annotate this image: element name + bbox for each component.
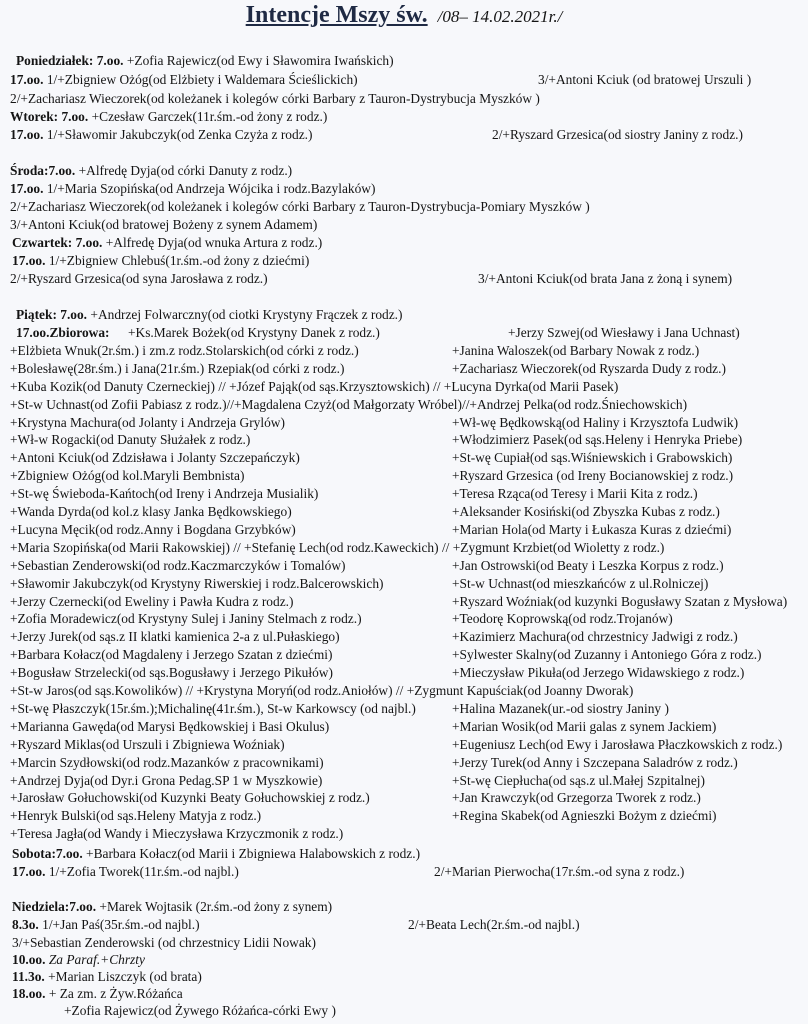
sunday-intention-7: + Za zm. z Żyw.Różańca (48, 986, 183, 1001)
sunday-line-1 (12, 898, 332, 916)
thursday-intention-2: 1/+Zbigniew Chlebuś(1r.śm.-od żony z dziećmi) (48, 253, 310, 268)
friday-intention-right: +Jerzy Turek(od Anny i Szczepana Saladrów z rodz.) (452, 754, 738, 770)
tuesday-line-1 (10, 108, 327, 126)
tuesday-line-2 (10, 126, 312, 144)
sunday-time-10: 10.oo. (12, 952, 46, 967)
sunday-intention-6: +Marian Liszczyk (od brata) (48, 969, 202, 984)
friday-intention-left: +Andrzej Dyja(od Dyr.i Grona Pedag.SP 1 w Myszkowie) (10, 772, 323, 788)
friday-intention-right: +Teodorę Koprowską(od rodz.Trojanów) (452, 611, 673, 627)
friday-intention-left: +Ryszard Miklas(od Urszuli i Zbigniewa Woźniak) (10, 736, 285, 752)
wednesday-header: Środa:7.oo. (10, 163, 76, 178)
friday-intention-left: +Maria Szopińska(od Marii Rakowskiej) // +Stefanię Lech(od rodz.Kaweckich) // +Zygmunt Krzbiet(od Wioletty z rodz.) (10, 539, 665, 555)
sunday-intention-8: +Zofia Rajewicz(od Żywego Różańca-córki Ewy ) (64, 1003, 336, 1018)
friday-header: Piątek: 7.oo. (16, 307, 88, 322)
monday-intention-4: 2/+Zachariasz Wieczorek(od koleżanek i kolegów córki Barbary z Tauron-Dystrybucja Myszków ) (10, 91, 540, 106)
friday-intention-right: +Zachariasz Wieczorek(od Ryszarda Dudy z rodz.) (452, 360, 726, 376)
wednesday-intention-2: 1/+Maria Szopińska(od Andrzeja Wójcika i rodz.Bazylaków) (46, 181, 376, 196)
friday-intention-left: +Krystyna Machura(od Jolanty i Andrzeja Grylów) (10, 414, 285, 430)
friday-intention-left: +Bolesławę(28r.śm.) i Jana(21r.śm.) Rzepiak(od córki z rodz.) (10, 360, 345, 376)
friday-intention-left: +Marianna Gawęda(od Marysi Będkowskiej i Basi Okulus) (10, 718, 330, 734)
friday-intention-right: +Marian Wosik(od Marii galas z synem Jackiem) (452, 718, 717, 734)
monday-time-17: 17.oo. (10, 72, 44, 87)
friday-intention-left: +Sławomir Jakubczyk(od Krystyny Riwerskiej i rodz.Balcerowskich) (10, 575, 384, 591)
friday-intention-left: +St-wę Płaszczyk(15r.śm.);Michalinę(41r.śm.), St-w Karkowscy (od najbl.) (10, 700, 416, 716)
title-bar (0, 2, 808, 29)
sunday-line-6 (12, 968, 202, 986)
wednesday-time-17: 17.oo. (10, 181, 44, 196)
sunday-line-5 (12, 951, 145, 969)
sunday-line-7 (12, 985, 183, 1003)
sunday-time-18: 18.oo. (12, 986, 46, 1001)
friday-intention-left: +Bogusław Strzelecki(od sąs.Bogusławy i Jerzego Pikułów) (10, 665, 333, 681)
friday-intention-right: +Ryszard Woźniak(od kuzynki Bogusławy Szatan z Mysłowa) (452, 593, 788, 609)
saturday-line-2 (12, 863, 239, 881)
sunday-intention-2: 1/+Jan Paś(35r.śm.-od najbl.) (42, 917, 200, 932)
saturday-intention-3: 2/+Marian Pierwocha(17r.śm.-od syna z rodz.) (434, 864, 685, 879)
friday-intention-left: +Sebastian Zenderowski(od rodz.Kaczmarczyków i Tomalów) (10, 557, 346, 573)
tuesday-header: Wtorek: 7.oo. (10, 109, 89, 124)
friday-intention-right: +Janina Waloszek(od Barbary Nowak z rodz.) (452, 342, 700, 358)
friday-intention-left: +Jerzy Jurek(od sąs.z II klatki kamienica 2-a z ul.Pułaskiego) (10, 629, 340, 645)
monday-line-2 (10, 71, 358, 89)
friday-intention-right: +St-w Uchnast(od mieszkańców z ul.Rolniczej) (452, 575, 709, 591)
thursday-intention-4: 3/+Antoni Kciuk(od brata Jana z żoną i synem) (478, 271, 733, 286)
saturday-time-17: 17.oo. (12, 864, 46, 879)
friday-intention-left: +Lucyna Męcik(od rodz.Anny i Bogdana Grzybków) (10, 521, 296, 537)
wednesday-line-2 (10, 180, 375, 198)
thursday-line-2 (12, 252, 309, 270)
sunday-header: Niedziela:7.oo. (12, 899, 97, 914)
monday-line-1 (16, 52, 394, 70)
thursday-line-1 (12, 234, 322, 252)
saturday-intention-1: +Barbara Kołacz(od Marii i Zbigniewa Halabowskich z rodz.) (86, 846, 421, 861)
sunday-intention-5: Za Paraf.+Chrzty (48, 952, 145, 967)
tuesday-intention-2: 1/+Sławomir Jakubczyk(od Zenka Czyża z rodz.) (46, 127, 313, 142)
friday-intention-right: +St-wę Ciepłucha(od sąs.z ul.Małej Szpitalnej) (452, 772, 705, 788)
wednesday-line-1 (10, 162, 292, 180)
friday-intention-right: +Włodzimierz Pasek(od sąs.Heleny i Henryka Priebe) (452, 432, 743, 448)
friday-intention-right: +Marian Hola(od Marty i Łukasza Kuras z dziećmi) (452, 521, 732, 537)
tuesday-time-17: 17.oo. (10, 127, 44, 142)
sunday-time-830: 8.3o. (12, 917, 39, 932)
friday-intention-right: +Ryszard Grzesica (od Ireny Bocianowskiej z rodz.) (452, 468, 734, 484)
monday-intention-2: 1/+Zbigniew Ożóg(od Elżbiety i Waldemara Ścieślickich) (46, 72, 358, 87)
friday-intention-right: +Eugeniusz Lech(od Ewy i Jarosława Płaczkowskich z rodz.) (452, 736, 783, 752)
friday-intention-left: +Antoni Kciuk(od Zdzisława i Jolanty Szczepańczyk) (10, 450, 300, 466)
friday-collective-header: 17.oo.Zbiorowa: (16, 325, 110, 340)
friday-intention-right: +Wł-wę Będkowską(od Haliny i Krzysztofa Ludwik) (452, 414, 739, 430)
friday-intention-left: +Jerzy Czernecki(od Eweliny i Pawła Kudra z rodz.) (10, 593, 294, 609)
monday-intention-1: +Zofia Rajewicz(od Ewy i Sławomira Iwańskich) (126, 53, 394, 68)
friday-intention-left: +St-wę Świeboda-Kańtoch(od Ireny i Andrzeja Musialik) (10, 486, 319, 502)
friday-intention-left: +Henryk Bulski(od sąs.Heleny Matyja z rodz.) (10, 808, 262, 824)
thursday-header: Czwartek: 7.oo. (12, 235, 103, 250)
friday-intention-left: +Jarosław Gołuchowski(od Kuzynki Beaty Gołuchowskiej z rodz.) (10, 790, 370, 806)
thursday-intention-1: +Alfredę Dyja(od wnuka Artura z rodz.) (105, 235, 323, 250)
wednesday-intention-3: 2/+Zachariasz Wieczorek(od koleżanek i kolegów córki Barbary z Tauron-Dystrybucja-Pomiary Myszków ) (10, 199, 590, 214)
friday-intention-right: +Sylwester Skalny(od Zuzanny i Antoniego Góra z rodz.) (452, 647, 762, 663)
friday-intention-left: +Wł-w Rogacki(od Danuty Służałek z rodz.) (10, 432, 251, 448)
friday-intention-right: +Jan Krawczyk(od Grzegorza Tworek z rodz.) (452, 790, 701, 806)
page-title: Intencje Mszy św. (245, 2, 428, 28)
title-date: /08– 14.02.2021r./ (437, 7, 563, 26)
tuesday-intention-3: 2/+Ryszard Grzesica(od siostry Janiny z rodz.) (492, 127, 743, 142)
friday-intention-right: +Halina Mazanek(ur.-od siostry Janiny ) (452, 700, 669, 716)
wednesday-intention-1: +Alfredę Dyja(od córki Danuty z rodz.) (78, 163, 293, 178)
friday-intention-left: +Marcin Szydłowski(od rodz.Mazanków z pracownikami) (10, 754, 324, 770)
thursday-intention-3: 2/+Ryszard Grzesica(od syna Jarosława z rodz.) (10, 271, 268, 286)
friday-intention-left: +Barbara Kołacz(od Magdaleny i Jerzego Szatan z dziećmi) (10, 647, 333, 663)
sunday-intention-3: 2/+Beata Lech(2r.śm.-od najbl.) (408, 917, 580, 932)
sunday-intention-1: +Marek Wojtasik (2r.śm.-od żony z synem) (99, 899, 333, 914)
sunday-time-1130: 11.3o. (12, 969, 45, 984)
friday-intention-right: +Teresa Rząca(od Teresy i Marii Kita z rodz.) (452, 486, 698, 502)
friday-line-1 (16, 306, 403, 324)
friday-intention-left: +Kuba Kozik(od Danuty Czerneckiej) // +Józef Pająk(od sąs.Krzysztowskich) // +Lucyna Dyrka(od Marii Pasek) (10, 378, 619, 394)
monday-header: Poniedziałek: 7.oo. (16, 53, 124, 68)
friday-intention-left: +Zbigniew Ożóg(od kol.Maryli Bembnista) (10, 468, 245, 484)
sunday-intention-4: 3/+Sebastian Zenderowski (od chrzestnicy Lidii Nowak) (12, 935, 316, 950)
monday-intention-3: 3/+Antoni Kciuk (od bratowej Urszuli ) (538, 72, 752, 87)
friday-intention-left: +Ks.Marek Bożek(od Krystyny Danek z rodz.) (128, 325, 380, 340)
saturday-header: Sobota:7.oo. (12, 846, 83, 861)
tuesday-intention-1: +Czesław Garczek(11r.śm.-od żony z rodz.) (91, 109, 328, 124)
friday-intention-left: +St-w Jaros(od sąs.Kowolików) // +Krystyna Moryń(od rodz.Aniołów) // +Zygmunt Kapuściak(od Joanny Dworak) (10, 683, 634, 698)
saturday-intention-2: 1/+Zofia Tworek(11r.śm.-od najbl.) (48, 864, 239, 879)
friday-intention-right: +Jan Ostrowski(od Beaty i Leszka Korpus z rodz.) (452, 557, 724, 573)
friday-intention-right: +Kazimierz Machura(od chrzestnicy Jadwigi z rodz.) (452, 629, 738, 645)
friday-intention-left: +St-w Uchnast(od Zofii Pabiasz z rodz.)//+Magdalena Czyż(od Małgorzaty Wróbel)//+Andrzej Pelka(od rodz.Śniechowskich) (10, 396, 688, 412)
friday-intention-right: +Aleksander Kosiński(od Zbyszka Kubas z rodz.) (452, 504, 720, 519)
wednesday-intention-4: 3/+Antoni Kciuk(od bratowej Bożeny z synem Adamem) (10, 217, 318, 232)
friday-intention-right: +Jerzy Szwej(od Wiesławy i Jana Uchnast) (508, 325, 740, 340)
friday-intention-right: +Mieczysław Pikuła(od Jerzego Widawskiego z rodz.) (452, 665, 745, 681)
friday-intention-left: +Elżbieta Wnuk(2r.śm.) i zm.z rodz.Stolarskich(od córki z rodz.) (10, 342, 359, 358)
friday-intention-left: +Wanda Dyrda(od kol.z klasy Janka Będkowskiego) (10, 504, 292, 519)
sunday-line-2 (12, 916, 200, 934)
saturday-line-1 (12, 845, 420, 863)
thursday-time-17: 17.oo. (12, 253, 46, 268)
friday-intention-left: +Teresa Jagła(od Wandy i Mieczysława Krzyczmonik z rodz.) (10, 826, 344, 842)
friday-intention-1: +Andrzej Folwarczny(od ciotki Krystyny Frączek z rodz.) (90, 307, 403, 322)
friday-intention-right: +St-wę Cupiał(od sąs.Wiśniewskich i Grabowskich) (452, 450, 733, 466)
friday-intention-right: +Regina Skabek(od Agnieszki Bożym z dziećmi) (452, 808, 717, 824)
friday-intention-left: +Zofia Moradewicz(od Krystyny Sulej i Janiny Stelmach z rodz.) (10, 611, 362, 627)
